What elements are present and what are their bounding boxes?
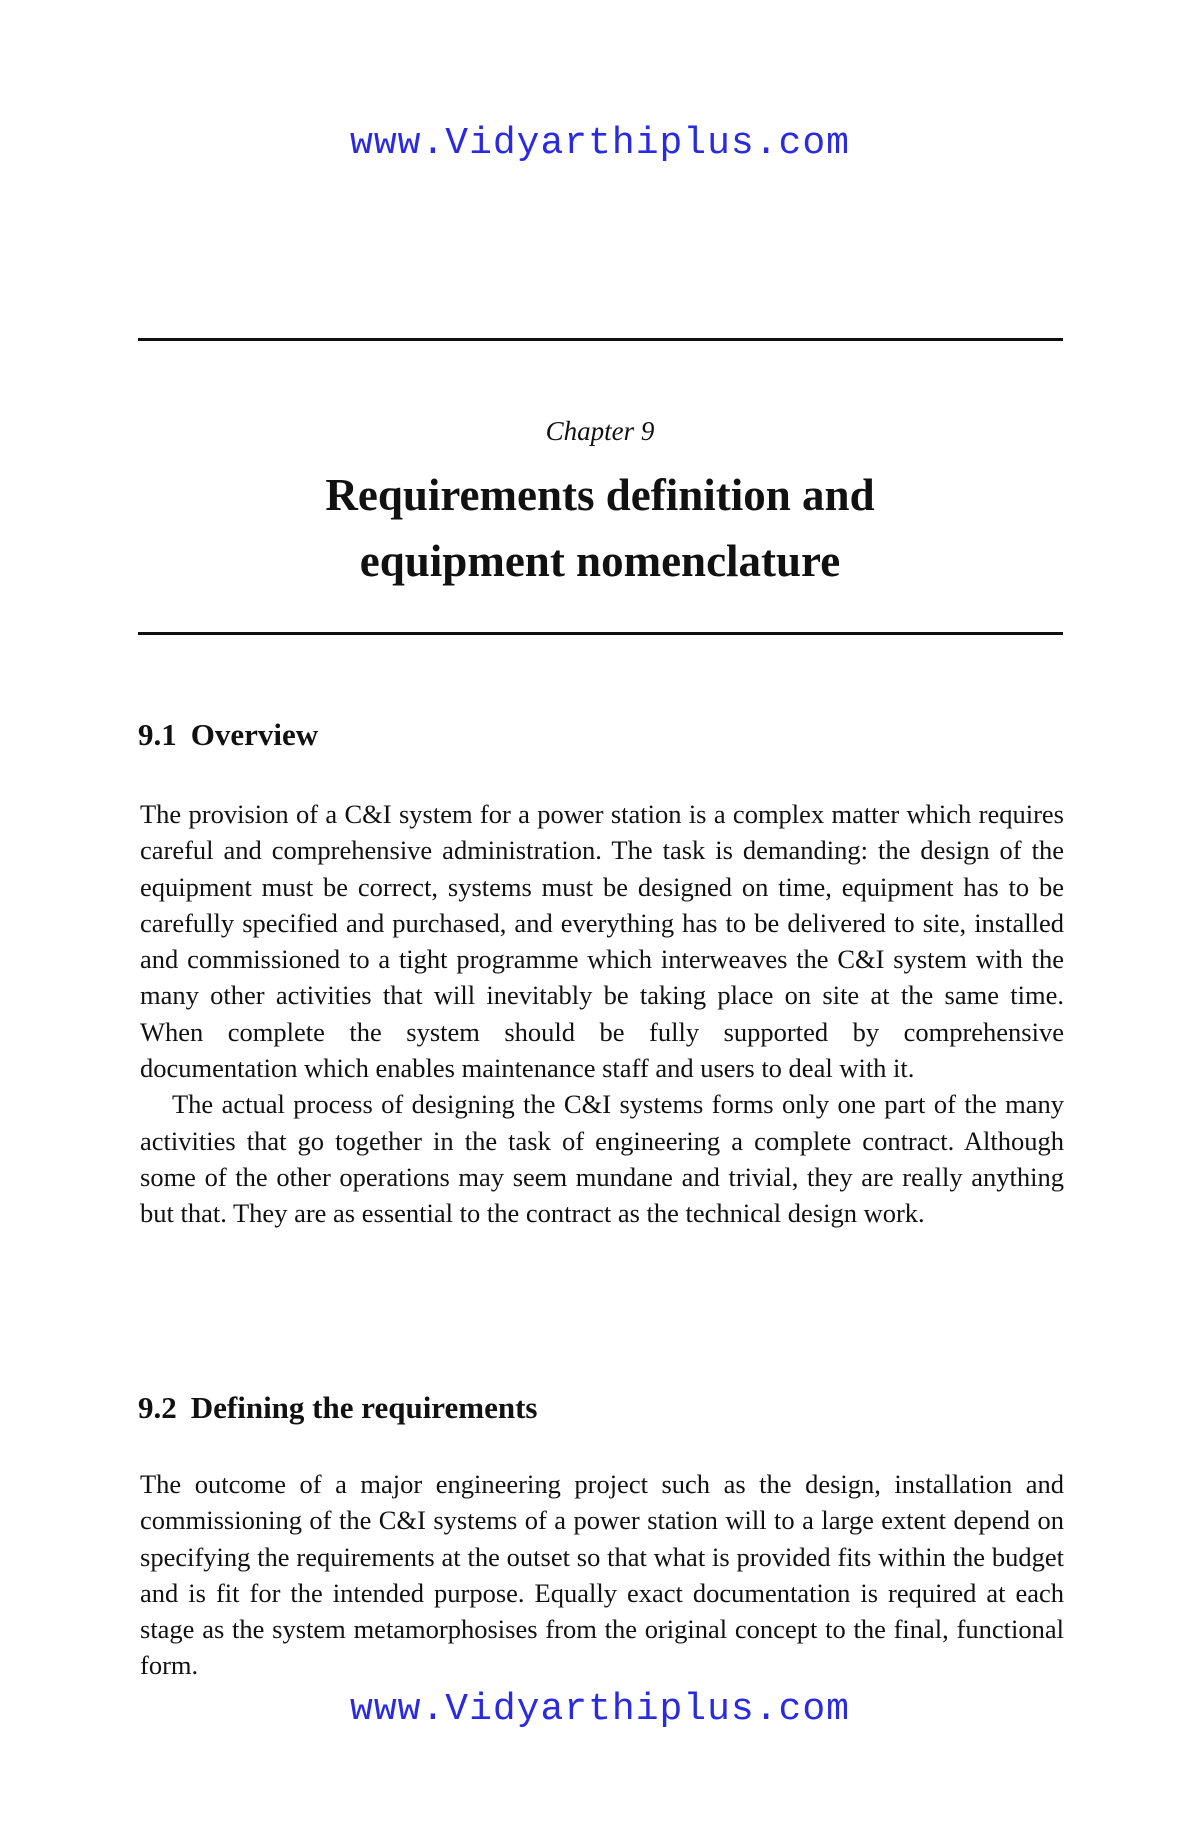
section-number: 9.2 bbox=[138, 1390, 177, 1425]
section-number: 9.1 bbox=[138, 717, 177, 752]
chapter-title-line-2: equipment nomenclature bbox=[359, 536, 841, 586]
chapter-label: Chapter 9 bbox=[545, 416, 655, 446]
section-body-overview bbox=[140, 796, 1064, 1232]
section-heading-overview bbox=[138, 717, 318, 753]
watermark-bottom: www.Vidyarthiplus.com bbox=[350, 1688, 850, 1731]
section-heading-defining-requirements bbox=[138, 1390, 537, 1426]
section-title: Overview bbox=[190, 717, 319, 752]
chapter-title bbox=[0, 462, 1200, 594]
section-body-defining-requirements bbox=[140, 1466, 1064, 1684]
paragraph: The outcome of a major engineering project such as the design, installation and commissioning of the C&I systems of a power station will to a large extent depend on specifying the requirements at the outset so that what is provided fits within the budget and is fit for the intended purpose. Equally exact documentation is required at each stage as the system metamorphosises from the original concept to the final, functional form. bbox=[140, 1469, 1064, 1681]
chapter-bottom-rule bbox=[138, 632, 1063, 635]
paragraph: The provision of a C&I system for a power station is a complex matter which requires careful and comprehensive administration. The task is demanding: the design of the equipment must be correct, systems must be designed on time, equipment has to be carefully specified and purchased, and everything has to be delivered to site, installed and commissioned to a tight programme which interweaves the C&I system with the many other activities that will inevitably be taking place on site at the same time. When complete the system should be fully supported by comprehensive documentation which enables maintenance staff and users to deal with it. bbox=[140, 799, 1064, 1084]
chapter-title-line-1: Requirements definition and bbox=[325, 470, 875, 520]
paragraph: The actual process of designing the C&I systems forms only one part of the many activities that go together in the task of engineering a complete contract. Although some of the other operations may seem mundane and trivial, they are really anything but that. They are as essential to the contract as the technical design work. bbox=[140, 1089, 1064, 1229]
section-title: Defining the requirements bbox=[190, 1390, 538, 1425]
watermark-top: www.Vidyarthiplus.com bbox=[350, 122, 850, 165]
chapter-top-rule bbox=[138, 338, 1063, 341]
